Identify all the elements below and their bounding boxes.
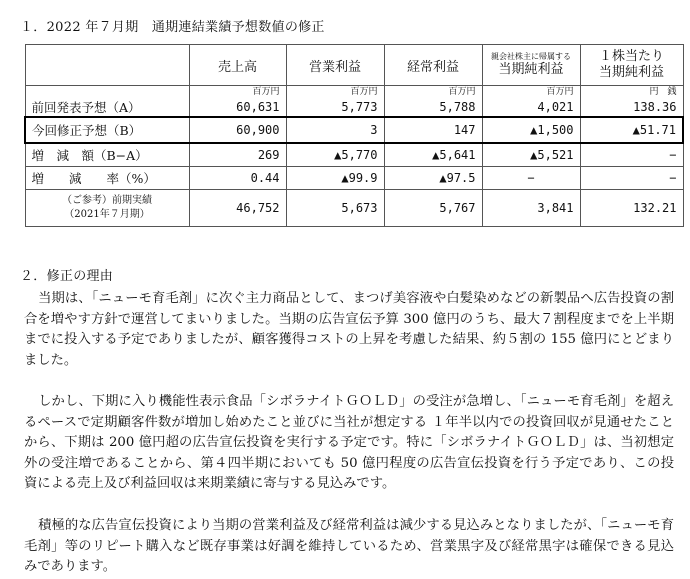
unit-ord: 百万円 bbox=[384, 86, 482, 99]
paragraph-1 bbox=[24, 289, 674, 371]
cell-eps: − bbox=[580, 143, 683, 167]
cell-ord: 5,767 bbox=[384, 190, 482, 227]
cropped-top-edge bbox=[0, 0, 690, 6]
unit-row bbox=[25, 86, 683, 99]
cell-eps: 132.21 bbox=[580, 190, 683, 227]
table-row-prev-forecast bbox=[25, 98, 683, 117]
header-net-small: 親会社株主に帰属する bbox=[491, 52, 571, 61]
header-eps-line2: 当期純利益 bbox=[598, 65, 664, 80]
table-row-diff-amount bbox=[25, 143, 683, 167]
header-eps bbox=[580, 45, 683, 86]
section2-title: ２．修正の理由 bbox=[20, 269, 114, 284]
paragraph-3-text: 積極的な広告宣伝投資により当期の営業利益及び経常利益は減少する見込みとなりましたが、「ニューモ育毛剤」等のリピート購入など既存事業は好調を維持しているため、営業黒字及び経常黒字は確保できる見込みであります。 bbox=[24, 518, 674, 575]
row-label: 増 減 額（B−A） bbox=[25, 143, 189, 167]
cell-op: 5,673 bbox=[286, 190, 384, 227]
cell-sales: 269 bbox=[189, 143, 286, 167]
cell-sales: 0.44 bbox=[189, 167, 286, 190]
paragraph-1-text: 当期は、「ニューモ育毛剤」に次ぐ主力商品として、まつげ美容液や白髪染めなどの新製品へ広告投資の割合を増やす方針で運営してまいりました。当期の広告宣伝予算 300 億円のうち、最大７割程度までを上半期までに投入する予定でありましたが、顧客獲得コストの上昇を考慮した結果、約５割の 155 億円にとどまりました。 bbox=[24, 291, 674, 368]
header-net-income bbox=[482, 45, 580, 86]
row-label: 今回修正予想（B） bbox=[25, 117, 189, 143]
section1-title: １．2022 年７月期 通期連結業績予想数値の修正 bbox=[20, 20, 325, 35]
cell-eps: − bbox=[580, 167, 683, 190]
cell-ord: ▲5,641 bbox=[384, 143, 482, 167]
unit-net: 百万円 bbox=[482, 86, 580, 99]
header-sales: 売上高 bbox=[189, 45, 286, 86]
row-label: 増 減 率（%） bbox=[25, 167, 189, 190]
table-row-prior-year bbox=[25, 190, 683, 227]
cell-net: 3,841 bbox=[482, 190, 580, 227]
cell-op: 3 bbox=[286, 117, 384, 143]
unit-sales: 百万円 bbox=[189, 86, 286, 99]
cell-eps: ▲51.71 bbox=[580, 117, 683, 143]
header-op-income: 営業利益 bbox=[286, 45, 384, 86]
ref-label-line2: （2021年７月期） bbox=[64, 209, 150, 220]
row-label bbox=[25, 190, 189, 227]
unit-blank bbox=[25, 86, 189, 99]
cell-net: − bbox=[482, 167, 580, 190]
cell-net: 4,021 bbox=[482, 98, 580, 117]
cell-ord: ▲97.5 bbox=[384, 167, 482, 190]
cell-op: 5,773 bbox=[286, 98, 384, 117]
forecast-table bbox=[24, 44, 684, 227]
cell-eps: 138.36 bbox=[580, 98, 683, 117]
header-net-big: 当期純利益 bbox=[498, 62, 564, 77]
cell-ord: 5,788 bbox=[384, 98, 482, 117]
cell-net: ▲5,521 bbox=[482, 143, 580, 167]
cell-sales: 46,752 bbox=[189, 190, 286, 227]
header-blank bbox=[25, 45, 189, 86]
row-label: 前回発表予想（A） bbox=[25, 98, 189, 117]
header-ord-income: 経常利益 bbox=[384, 45, 482, 86]
unit-eps: 円 銭 bbox=[580, 86, 683, 99]
header-eps-line1: １株当たり bbox=[598, 49, 664, 64]
table-row-revised-forecast bbox=[25, 117, 683, 143]
unit-op: 百万円 bbox=[286, 86, 384, 99]
cell-op: ▲5,770 bbox=[286, 143, 384, 167]
ref-label-line1: （ご参考）前期実績 bbox=[62, 195, 152, 206]
cell-op: ▲99.9 bbox=[286, 167, 384, 190]
paragraph-2-text: しかし、下期に入り機能性表示食品「シボラナイトＧＯＬＤ」の受注が急増し、「ニューモ育毛剤」を超えるペースで定期顧客件数が増加し始めたこと並びに当社が想定する １年半以内での投資回収が見通せたことから、下期は 200 億円超の広告宣伝投資を実行する予定です。特に「シボラナイトＧＯＬＤ」は、当初想定外の受注増であることから、第４四半期においても 50 億円程度の広告宣伝投資を行う予定であり、この投資による売上及び利益回収は来期業績に寄与する見込みです。 bbox=[24, 394, 674, 492]
paragraph-2 bbox=[24, 392, 674, 495]
cell-net: ▲1,500 bbox=[482, 117, 580, 143]
cell-sales: 60,631 bbox=[189, 98, 286, 117]
cell-sales: 60,900 bbox=[189, 117, 286, 143]
paragraph-3 bbox=[24, 516, 674, 578]
table-header-row bbox=[25, 45, 683, 86]
table-row-diff-rate bbox=[25, 167, 683, 190]
cell-ord: 147 bbox=[384, 117, 482, 143]
